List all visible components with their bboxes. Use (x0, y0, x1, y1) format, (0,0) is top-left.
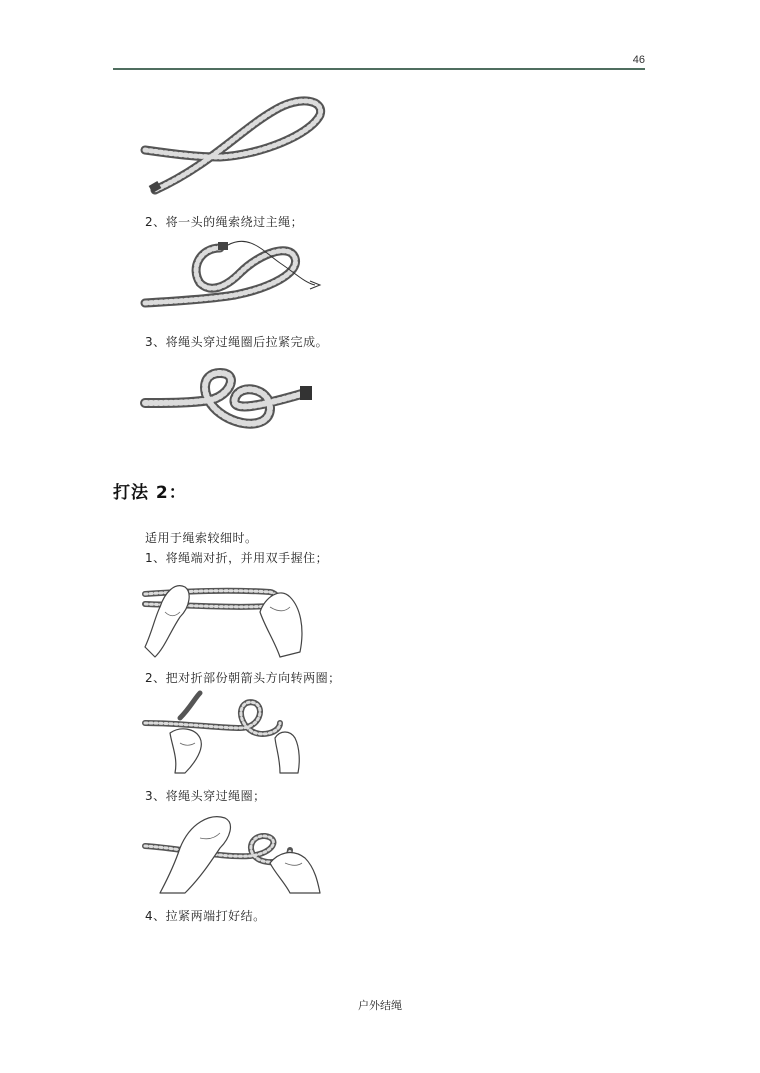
method2-step1-caption: 1、将绳端对折，并用双手握住； (145, 551, 329, 565)
method1-step2-caption: 2、将一头的绳索绕过主绳； (145, 215, 304, 229)
page-number: 46 (632, 54, 645, 66)
figure-rope-loop (140, 95, 340, 195)
header-rule (113, 68, 645, 70)
method2-step3-caption: 3、将绳头穿过绳圈； (145, 789, 266, 803)
method2-title: 打法 2： (113, 483, 187, 503)
method2-intro: 适用于绳索较细时。 (145, 531, 258, 545)
figure-hands-fold (140, 572, 340, 662)
figure-rope-figure-eight (140, 358, 330, 448)
figure-hands-twist (140, 688, 340, 778)
method2-step4-caption: 4、拉紧两端打好结。 (145, 909, 266, 923)
figure-rope-wrap (140, 233, 330, 323)
method1-step3-caption: 3、将绳头穿过绳圈后拉紧完成。 (145, 335, 329, 349)
page-footer: 户外结绳 (358, 999, 402, 1012)
method2-step2-caption: 2、把对折部份朝箭头方向转两圈； (145, 671, 341, 685)
figure-hands-pass-through (140, 808, 340, 898)
